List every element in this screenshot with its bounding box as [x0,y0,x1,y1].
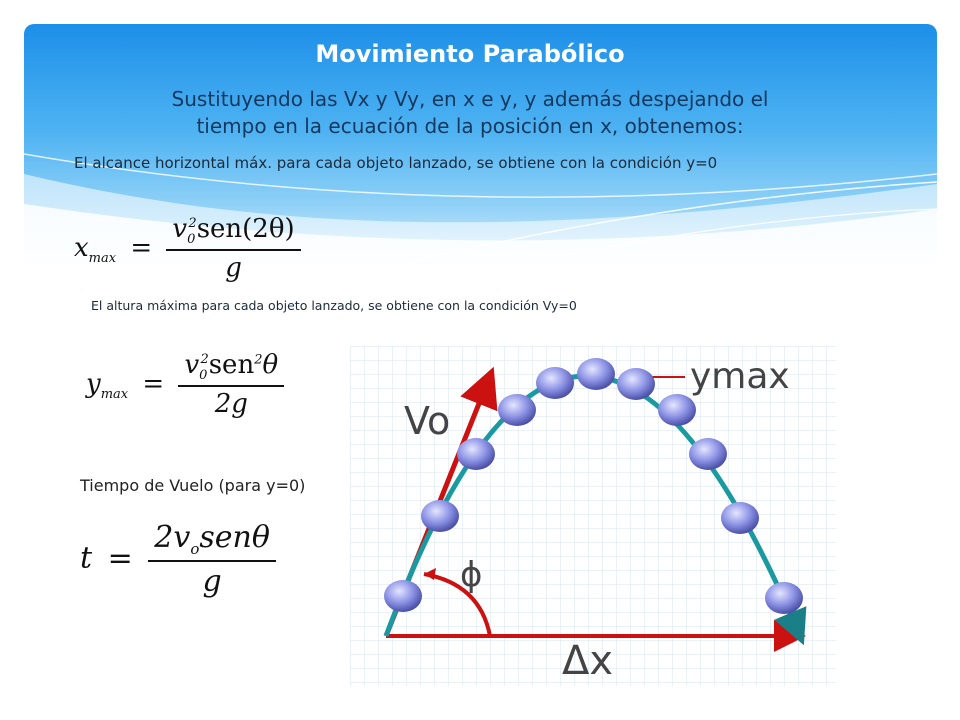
ball [765,582,803,614]
ymax-lhs: $y_{max}$ [86,368,129,402]
label-delta-x: Δx [562,638,614,684]
label-phi: ϕ [460,555,483,595]
ball [577,358,615,390]
t-lhs: t [80,540,93,576]
slide-subtitle [120,86,820,140]
t-fraction: $\frac{2v_osen\theta}{g}$ [148,520,276,599]
alcance-text: El alcance horizontal máx. para cada objeto lanzado, se obtiene con la condición y=0 [74,154,718,172]
label-vo: Vo [404,399,451,443]
xmax-fraction: $\frac{v_0^2sen(2\theta)}{g}$ [166,214,300,283]
ball [384,580,422,612]
slide-title: Movimiento Parabólico [315,40,625,68]
ball [617,368,655,400]
ball [721,502,759,534]
projectile-diagram [350,346,836,686]
formula-xmax: $x_{max}$ = $\frac{v_0^2sen(2\theta)}{g}$ [74,214,301,283]
formula-ymax: $y_{max}$ = $\frac{v_0^2sen^2\theta}{2g}$ [86,350,284,419]
ymax-fraction: $\frac{v_0^2sen^2\theta}{2g}$ [178,350,284,419]
ball [689,438,727,470]
ball [421,500,459,532]
ball [536,367,574,399]
tiempo-vuelo-label: Tiempo de Vuelo (para y=0) [80,476,306,495]
altura-text: El altura máxima para cada objeto lanzado, se obtiene con la condición Vy=0 [91,298,577,313]
ball [457,438,495,470]
subtitle-line-1: Sustituyendo las Vx y Vy, en x e y, y además despejando el [171,87,769,111]
label-ymax: ymax [690,356,790,397]
xmax-lhs: $x_{max}$ [74,232,117,266]
ball [498,394,536,426]
ball [658,394,696,426]
formula-t: t = $\frac{2v_osen\theta}{g}$ [80,520,276,599]
subtitle-line-2: tiempo en la ecuación de la posición en x, obtenemos: [196,114,744,138]
